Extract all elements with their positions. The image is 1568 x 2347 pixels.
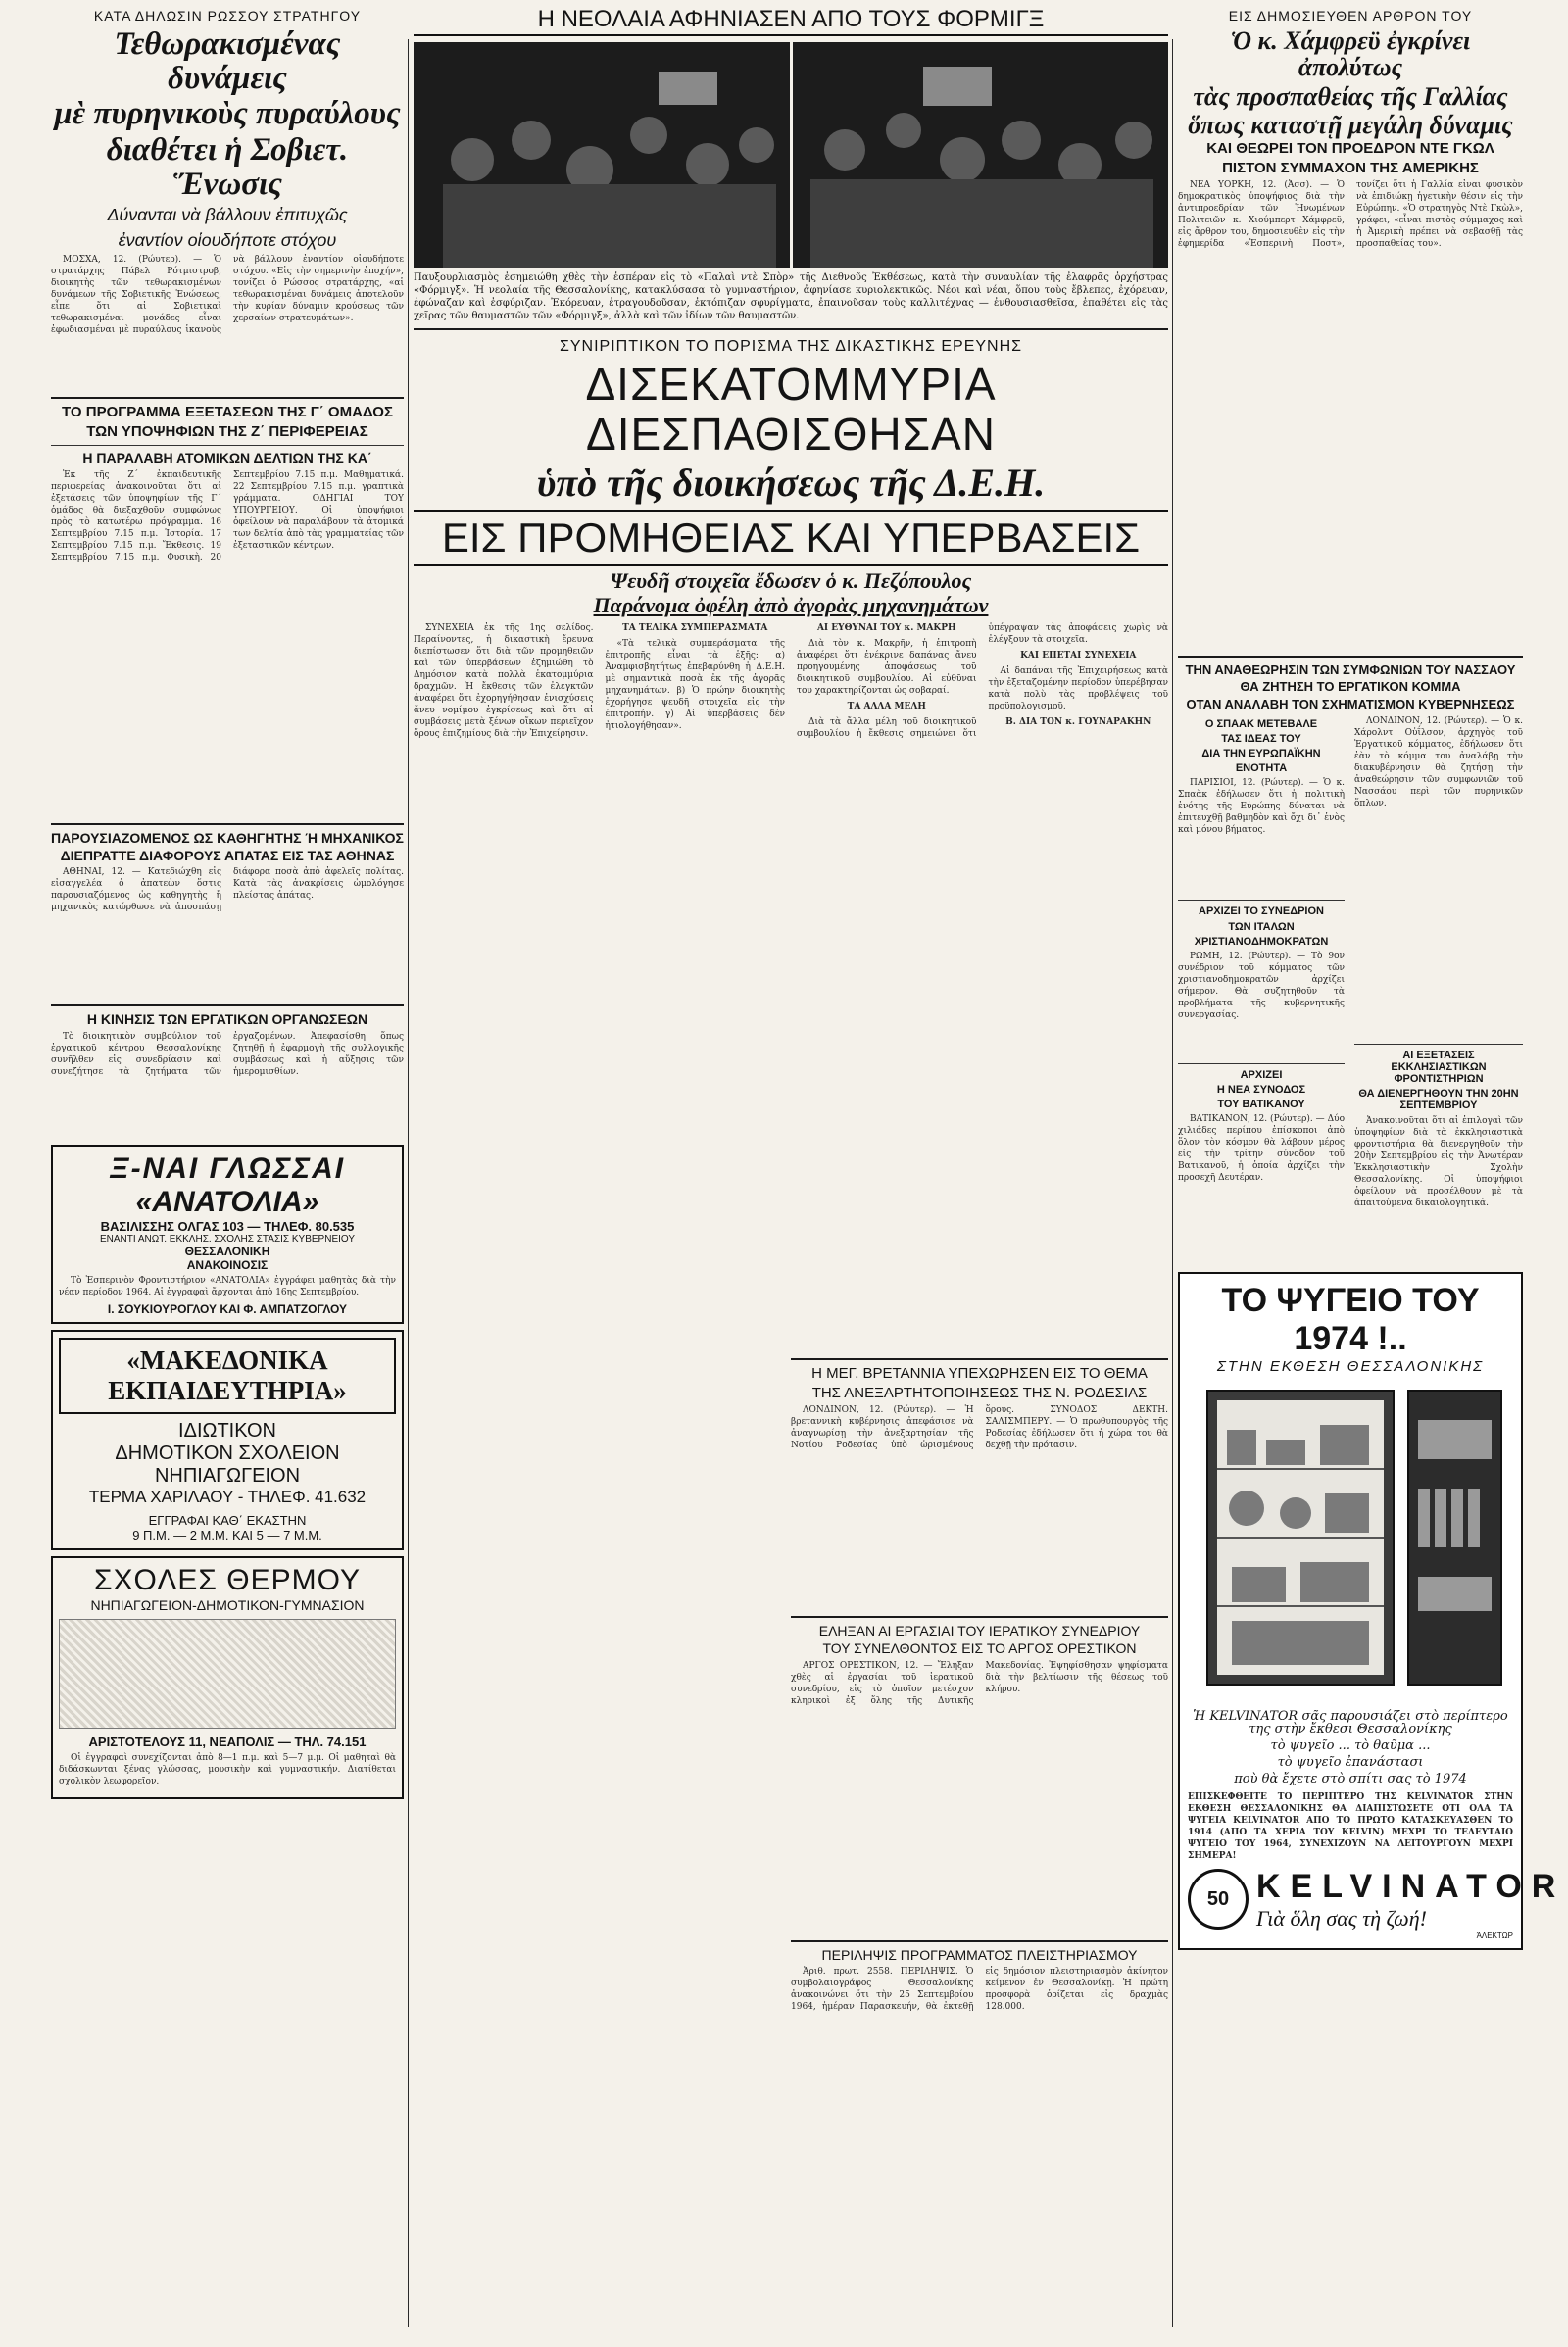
subhead-soviet-l1: Δύνανται νὰ βάλλουν ἐπιτυχῶς <box>107 205 348 225</box>
headline-synod-l1: ΕΛΗΞΑΝ ΑΙ ΕΡΓΑΣΙΑΙ ΤΟΥ ΙΕΡΑΤΙΚΟΥ ΣΥΝΕΔΡΙΟΥ <box>818 1623 1141 1638</box>
ad-makedonika-l1: ΙΔΙΩΤΙΚΟΝ <box>178 1419 276 1442</box>
headline-humphrey-l2: τὰς προσπαθείας τῆς Γαλλίας <box>1193 81 1508 111</box>
ad-thermou-title: ΣΧΟΛΕΣ ΘΕΡΜΟΥ <box>94 1563 361 1596</box>
headline-cards: Η ΠΑΡΑΛΑΒΗ ΑΤΟΜΙΚΩΝ ΔΕΛΤΙΩΝ ΤΗΣ ΚΑ΄ <box>82 450 372 466</box>
headline-spaak-l3: ΔΙΑ ΤΗΝ ΕΥΡΩΠΑΪΚΗΝ <box>1201 748 1321 760</box>
ad-makedonika-title: «ΜΑΚΕΔΟΝΙΚΑ ΕΚΠΑΙΔΕΥΤΗΡΙΑ» <box>59 1338 396 1414</box>
ad-kelvinator-sub: ΣΤΗΝ ΕΚΘΕΣΗ ΘΕΣΣΑΛΟΝΙΚΗΣ <box>1216 1357 1485 1375</box>
article-fraud: ΑΘΗΝΑΙ, 12. — Κατεδιώχθη εἰς εἰσαγγελέα ὁ ἀπατεὼν ὅστις παρουσιαζόμενος ὡς καθηγητὴς ἢ μηχανικὸς κατώρθωσε νὰ ἀποσπάσῃ διάφορα ποσὰ ἀπὸ ἀφελεῖς πολίτας. Κατὰ τὰς ἀνακρίσεις ὡμολόγησε πλείστας ἀπάτας. <box>51 867 404 913</box>
kicker-soviet: ΚΑΤΑ ΔΗΛΩΣΙΝ ΡΩΣΣΟΥ ΣΤΡΑΤΗΓΟΥ <box>93 8 362 24</box>
headline-rhodesia-l2: ΤΗΣ ΑΝΕΞΑΡΤΗΤΟΠΟΙΗΣΕΩΣ ΤΗΣ Ν. ΡΟΔΕΣΙΑΣ <box>811 1384 1148 1401</box>
ad-anatolia-owners: Ι. ΣΟΥΚΙΟΥΡΟΓΛΟΥ ΚΑΙ Φ. ΑΜΠΑΤΖΟΓΛΟΥ <box>107 1301 348 1316</box>
headline-fraud-l2: ΔΙΕΠΡΑΤΤΕ ΔΙΑΦΟΡΟΥΣ ΑΠΑΤΑΣ ΕΙΣ ΤΑΣ ΑΘΗΝΑΣ <box>60 847 395 863</box>
article-rhodesia: ΛΟΝΔΙΝΟΝ, 12. (Ρώυτερ). — Ἡ βρεταννικὴ κυβέρνησις ἀπεφάσισε νὰ ἀναγνωρίσῃ τὴν ἀνεξαρτησίαν τῆς Νοτίου Ροδεσίας ὑπὸ ὡρισμένους ὅρους. ΣΥΝΟΔΟΣ ΔΕΚΤΗ. ΣΑΛΙΣΜΠΕΡΥ. — Ὁ πρωθυπουργὸς τῆς Ροδεσίας ἐδήλωσεν ὅτι ἡ χώρα του θὰ δεχθῇ τὴν πρότασιν. <box>791 1405 1168 1450</box>
subhead-humphrey-l1: ΚΑΙ ΘΕΩΡΕΙ ΤΟΝ ΠΡΟΕΔΡΟΝ ΝΤΕ ΓΚΩΛ <box>1206 140 1494 158</box>
headline-exams-l2: ΤΩΝ ΥΠΟΨΗΦΙΩΝ ΤΗΣ Ζ΄ ΠΕΡΙΦΕΡΕΙΑΣ <box>86 422 368 440</box>
headline-spaak-l4: ΕΝΟΤΗΤΑ <box>1235 762 1288 775</box>
subhead-illegal-gains: Παράνομα ὀφέλη ἀπὸ ἀγορὰς μηχανημάτων <box>593 592 989 617</box>
headline-humphrey-l1: Ὁ κ. Χάμφρεϋ ἐγκρίνει ἀπολύτως <box>1230 26 1471 82</box>
headline-soviet-l1: Τεθωρακισμένας δυνάμεις <box>114 26 341 96</box>
subhead-humphrey-l2: ΠΙΣΤΟΝ ΣΥΜΜΑΧΟΝ ΤΗΣ ΑΜΕΡΙΚΗΣ <box>1222 159 1479 176</box>
article-auction: Ἀριθ. πρωτ. 2558. ΠΕΡΙΛΗΨΙΣ. Ὁ συμβολαιογράφος Θεσσαλονίκης ἀνακοινώνει ὅτι τὴν 25 Σεπτεμβρίου 1964, ἡμέραν Παρασκευήν, θὰ ἐκτεθῇ εἰς δημόσιον πλειστηριασμὸν ἀκίνητον κείμενον ἐν Θεσσαλονίκῃ. Ἡ πρώτη προσφορὰ ὁρίζεται εἰς δραχμὰς 128.000. <box>791 1967 1168 2013</box>
headline-vatican-l3: ΤΟΥ ΒΑΤΙΚΑΝΟΥ <box>1217 1098 1305 1110</box>
headline-supplies: ΕΙΣ ΠΡΟΜΗΘΕΙΑΣ ΚΑΙ ΥΠΕΡΒΑΣΕΙΣ <box>414 510 1168 566</box>
headline-spaak-l1: Ο ΣΠΑΑΚ ΜΕΤΕΒΑΛΕ <box>1204 718 1318 731</box>
article-spaak: ΠΑΡΙΣΙΟΙ, 12. (Ρώυτερ). — Ὁ κ. Σπαὰκ ἐδήλωσεν ὅτι ἡ πολιτικὴ ἑνότης τῆς Εὐρώπης δύναται νὰ ἐπιτευχθῇ βαθμηδὸν καὶ ὄχι δι᾿ ἑνὸς καὶ μόνου βήματος. <box>1178 778 1345 836</box>
ad-makedonika-l5: ΕΓΓΡΑΦΑΙ ΚΑΘ΄ ΕΚΑΣΤΗΝ <box>148 1512 307 1528</box>
ad-anatolia-address2: ΕΝΑΝΤΙ ΑΝΩΤ. ΕΚΚΛΗΣ. ΣΧΟΛΗΣ ΣΤΑΣΙΣ ΚΥΒΕΡΝΕΙΟΥ <box>99 1233 356 1245</box>
ad-kelvinator-slogan: Γιὰ ὅλη σας τὴ ζωή! <box>1256 1905 1427 1931</box>
ad-thermou-text: Οἱ ἐγγραφαὶ συνεχίζονται ἀπὸ 8—1 π.μ. καὶ 5—7 μ.μ. Οἱ μαθηταὶ θὰ διδάσκωνται ξένας γλώσσας, μουσικὴν καὶ γυμναστικήν. Διατίθεται σχολικὸν λεωφορεῖον. <box>59 1752 396 1786</box>
ad-anatolia-address: ΒΑΣΙΛΙΣΣΗΣ ΟΛΓΑΣ 103 — ΤΗΛΕΦ. 80.535 <box>100 1218 355 1234</box>
ad-kelvinator-text4: ποὺ θὰ ἔχετε στὸ σπίτι σας τὸ 1974 <box>1234 1771 1467 1786</box>
headline-vatican-l2: Η ΝΕΑ ΣΥΝΟΔΟΣ <box>1216 1083 1306 1096</box>
headline-seminaries-l1: ΑΙ ΕΞΕΤΑΣΕΙΣ ΕΚΚΛΗΣΙΑΣΤΙΚΩΝ ΦΡΟΝΤΙΣΤΗΡΙΩΝ <box>1391 1050 1487 1086</box>
ad-kelvinator-brand-block <box>1256 1868 1565 1931</box>
headline-soviet-l2: μὲ πυρηνικοὺς πυραύλους <box>54 96 401 132</box>
ad-kelvinator-visit: ΕΠΙΣΚΕΦΘΕΙΤΕ ΤΟ ΠΕΡΙΠΤΕΡΟ ΤΗΣ KELVINATOR ΣΤΗΝ ΕΚΘΕΣΗ ΘΕΣΣΑΛΟΝΙΚΗΣ ΘΑ ΔΙΑΠΙΣΤΩΣΕΤΕ ΟΤΙ ΟΛΑ ΤΑ ΨΥΓΕΙΑ KELVINATOR ΑΠΟ ΤΟ ΠΡΩΤΟ ΚΑΤΑΣΚΕΥΑΣΘΕΝ ΤΟ 1914 (ΑΠΟ ΤΑ ΧΕΡΙΑ ΤΟΥ KELVIN) ΜΕΧΡΙ ΤΟ ΤΕΛΕΥΤΑΙΟ ΨΥΓΕΙΟ ΤΟΥ 1964, ΣΥΝΕΧΙΖΟΥΝ ΝΑ ΛΕΙΤΟΥΡΓΟΥΝ ΜΕΧΡΙ ΣΗΜΕΡΑ! <box>1188 1791 1513 1861</box>
divider <box>51 823 404 825</box>
headline-vatican-l1: ΑΡΧΙΖΕΙ <box>1240 1068 1283 1081</box>
article-soviet: ΜΟΣΧΑ, 12. (Ρώυτερ). — Ὁ στρατάρχης Πάβελ Ρότμιστροβ, διοικητὴς τῶν τεθωρακισμένων δυνάμεων τῆς Σοβιετικῆς Ἑνώσεως, εἶπε ὅτι αἱ Σοβιετικαὶ τεθωρακισμέναι μονάδες εἶναι ἐφωδιασμέναι μὲ πυραύλους ἱκανοὺς νὰ βάλλουν ἐναντίον οἱουδήποτε στόχου. «Εἰς τὴν σημερινὴν ἐποχήν», τονίζει ὁ Ρώσσος στρατάρχης, «αἱ τεθωρακισμέναι δυνάμεις ἀποτελοῦν τὴν κυρίαν δύναμιν κρούσεως τῶν χερσαίων στρατευμάτων». <box>51 255 404 336</box>
article-nassau: ΛΟΝΔΙΝΟΝ, 12. (Ρώυτερ). — Ὁ κ. Χάρολντ Οὐΐλσον, ἀρχηγὸς τοῦ Ἐργατικοῦ κόμματος, ἐδήλωσεν ὅτι ἐὰν τὸ κόμμα του ἀναλάβῃ τὴν διακυβέρνησιν θὰ ζητήσῃ τὴν ἀναθεώρησιν τῶν συμφωνιῶν τοῦ Νασσάου περὶ τῶν πυρηνικῶν ὅπλων. <box>1354 716 1523 809</box>
divider <box>1178 900 1345 901</box>
column-rule-right <box>1172 39 1173 2327</box>
headline-exams-l1: ΤΟ ΠΡΟΓΡΑΜΜΑ ΕΞΕΤΑΣΕΩΝ ΤΗΣ Γ΄ ΟΜΑΔΟΣ <box>62 404 393 421</box>
article-vatican: ΒΑΤΙΚΑΝΟΝ, 12. (Ρώυτερ). — Δύο χιλιάδες περίπου ἐπίσκοποι ἀπὸ ὅλον τὸν κόσμον θὰ λάβουν μέρος εἰς τὴν τρίτην σύνοδον τοῦ Βατικανοῦ, ἡ ὁποία ἀρχίζει τὴν προσεχῆ Δευτέραν. <box>1178 1114 1345 1184</box>
ad-kelvinator-title: ΤΟ ΨΥΓΕΙΟ ΤΟΥ 1974 !.. <box>1221 1281 1480 1357</box>
ad-kelvinator <box>1178 1272 1566 1950</box>
divider <box>791 1616 1168 1618</box>
ad-anatolia-name: «ΑΝΑΤΟΛΙΑ» <box>135 1185 319 1218</box>
headline-rhodesia-l1: Η ΜΕΓ. ΒΡΕΤΑΝΝΙΑ ΥΠΕΧΩΡΗΣΕΝ ΕΙΣ ΤΟ ΘΕΜΑ <box>811 1365 1148 1382</box>
kicker-dei: ΣΥΝΙΡΙΠΤΙΚΟΝ ΤΟ ΠΟΡΙΣΜΑ ΤΗΣ ΔΙΚΑΣΤΙΚΗΣ ΕΡΕΥΝΗΣ <box>559 338 1023 356</box>
headline-spaak-l2: ΤΑΣ ΙΔΕΑΣ ΤΟΥ <box>1221 733 1301 746</box>
ad-thermou-sub: ΝΗΠΙΑΓΩΓΕΙΟΝ-ΔΗΜΟΤΙΚΟΝ-ΓΥΜΝΑΣΙΟΝ <box>90 1596 365 1613</box>
article-synod: ΑΡΓΟΣ ΟΡΕΣΤΙΚΟΝ, 12. — Ἔληξαν χθὲς αἱ ἐργασίαι τοῦ ἱερατικοῦ συνεδρίου, εἰς τὸ ὁποῖον μετέσχον κληρικοὶ ἐξ ὅλης τῆς Δυτικῆς Μακεδονίας. Ἐψηφίσθησαν ψηφίσματα διὰ τὴν βελτίωσιν τῆς θέσεως τοῦ κλήρου. <box>791 1660 1168 1706</box>
headline-auction: ΠΕΡΙΛΗΨΙΣ ΠΡΟΓΡΑΜΜΑΤΟΣ ΠΛΕΙΣΤΗΡΙΑΣΜΟΥ <box>821 1946 1138 1963</box>
concert-crowd-image <box>414 42 1168 268</box>
ad-makedonika-l6: 9 Π.Μ. — 2 Μ.Μ. ΚΑΙ 5 — 7 Μ.Μ. <box>132 1527 322 1542</box>
headline-nassau-l1: ΤΗΝ ΑΝΑΘΕΩΡΗΣΙΝ ΤΩΝ ΣΥΜΦΩΝΙΩΝ ΤΟΥ ΝΑΣΣΑΟΥ <box>1185 662 1516 678</box>
article-seminaries: Ἀνακοινοῦται ὅτι αἱ ἐπιλογαὶ τῶν ὑποψηφίων διὰ τὰ ἐκκλησιαστικὰ φροντιστήρια θὰ διενεργηθοῦν τὴν 20ὴν Σεπτεμβρίου εἰς τὴν Ἀνωτέραν Ἐκκλησιαστικὴν Σχολὴν Θεσσαλονίκης. Οἱ ὑποψήφιοι ὀφείλουν νὰ προσέλθουν μὲ τὰ ἀπαιτούμενα δικαιολογητικά. <box>1354 1115 1523 1208</box>
headline-synod-l2: ΤΟΥ ΣΥΝΕΛΘΟΝΤΟΣ ΕΙΣ ΤΟ ΑΡΓΟΣ ΟΡΕΣΤΙΚΟΝ <box>822 1640 1137 1657</box>
right-subcolumns <box>1178 715 1523 1261</box>
ad-thermou-address: ΑΡΙΣΤΟΤΕΛΟΥΣ 11, ΝΕΑΠΟΛΙΣ — ΤΗΛ. 74.151 <box>88 1734 367 1749</box>
article-italy: ΡΩΜΗ, 12. (Ρώυτερ). — Τὸ 9ον συνέδριον τοῦ κόμματος τῶν χριστιανοδημοκρατῶν ἀρχίζει σήμερον. Θὰ συζητηθοῦν τὰ προβλήματα τῆς κυβερνητικῆς συνεργασίας. <box>1178 951 1345 1020</box>
right-column <box>1178 0 1566 1950</box>
article-dei: ΣΥΝΕΧΕΙΑ ἐκ τῆς 1ης σελίδος. Περαίνοντες, ἡ δικαστικὴ ἔρευνα διεπίστωσεν ὅτι διὰ τῶν προμηθειῶν καὶ τῶν ὑπερβάσεων ἐζημιώθη τὸ Δημόσιον κατὰ πολλὰ ἑκατομμύρια δραχμῶν. Ἡ ἔκθεσις τῶν ἐλεγκτῶν ἀναφέρει ὅτι ἐχορηγήθησαν ἐνισχύσεις ἄνευ νομίμου ἐγκρίσεως καὶ ὅτι αἱ συμβάσεις μετὰ ξένων οἴκων περιεῖχον ὅρους ἐπιζημίους διὰ τὴν Ἐπιχείρησιν. ΤΑ ΤΕΛΙΚΑ ΣΥΜΠΕΡΑΣΜΑΤΑ «Τὰ τελικὰ συμπεράσματα τῆς ἐπιτροπῆς εἶναι τὰ ἑξῆς: α) Ἀναμφισβητήτως ἐπεβαρύνθη ἡ Δ.Ε.Η. μὲ σημαντικὰ ποσὰ ἐκ τῆς ἀγορᾶς μηχανημάτων. β) Ὁ πρώην διοικητὴς ἐχορήγησε ψευδῆ στοιχεῖα εἰς τὴν ἐπιτροπήν. γ) Αἱ ὑπερβάσεις δὲν ἠτιολογήθησαν». ΑΙ ΕΥΘΥΝΑΙ ΤΟΥ κ. ΜΑΚΡΗ Διὰ τὸν κ. Μακρῆν, ἡ ἐπιτροπὴ ἀναφέρει ὅτι ἐνέκρινε δαπάνας ἄνευ προηγουμένης ἀποφάσεως τοῦ διοικητικοῦ συμβουλίου. Αἱ εὐθῦναι του χαρακτηρίζονται ὡς σοβαραί. ΤΑ ΑΛΛΑ ΜΕΛΗ Διὰ τὰ ἄλλα μέλη τοῦ διοικητικοῦ συμβουλίου ἡ ἔκθεσις σημειώνει ὅτι ὑπέγραψαν τὰς ἀποφάσεις χωρὶς νὰ ἐλέγξουν τὰ στοιχεῖα. ΚΑΙ ΕΠΕΤΑΙ ΣΥΝΕΧΕΙΑ Αἱ δαπάναι τῆς Ἐπιχειρήσεως κατὰ τὴν ἐξεταζομένην περίοδον ὑπερέβησαν κατὰ πολὺ τὰς προβλέψεις τοῦ προϋπολογισμοῦ. Β. ΔΙΑ ΤΟΝ κ. ΓΟΥΝΑΡΑΚΗΝ <box>414 622 1168 739</box>
headline-dei-sub: ὑπὸ τῆς διοικήσεως τῆς Δ.Ε.Η. <box>536 460 1046 505</box>
ad-thermou-illustration <box>59 1619 396 1729</box>
kelvinator-logo-badge: 50 <box>1188 1869 1249 1930</box>
article-humphrey: ΝΕΑ ΥΟΡΚΗ, 12. (Ἀσσ). — Ὁ δημοκρατικὸς ὑποψήφιος διὰ τὴν ἀντιπροεδρίαν τῶν Ἡνωμένων Πολιτειῶν κ. Χιούμπερτ Χάμφρεϋ, εἰς ἄρθρον του, δημοσιευθὲν εἰς τὴν ἐφημερίδα «Ἑσπερινὴ Ποστ», τονίζει ὅτι ἡ Γαλλία εἶναι φυσικὸν νὰ ἐπιδιώκῃ ἡγετικὴν θέσιν εἰς τὴν Εὐρώπην. «Ὁ στρατηγὸς Ντὲ Γκὼλ», γράφει, «εἶναι πιστὸς σύμμαχος καὶ ἡ Ἀμερικὴ πρέπει νὰ σεβασθῇ τὰς προσπαθείας του». <box>1178 180 1523 250</box>
ad-anatolia-city: ΘΕΣΣΑΛΟΝΙΚΗ <box>184 1244 270 1258</box>
article-labor: Τὸ διοικητικὸν συμβούλιον τοῦ ἐργατικοῦ κέντρου Θεσσαλονίκης συνῆλθεν εἰς συνεδρίασιν καὶ συνεζήτησε τὰ ζητήματα τῶν ἐργαζομένων. Ἀπεφασίσθη ὅπως ζητηθῇ ἡ ἐφαρμογὴ τῆς συλλογικῆς συμβάσεως καὶ ἡ αὔξησις τῶν ἡμερομισθίων. <box>51 1031 404 1077</box>
subhead-soviet-l2: ἐναντίον οἱουδήποτε στόχου <box>118 229 337 250</box>
divider <box>791 1358 1168 1360</box>
headline-nassau-l2: ΘΑ ΖΗΤΗΣΗ ΤΟ ΕΡΓΑΤΙΚΟΝ ΚΟΜΜΑ <box>1240 679 1461 695</box>
ad-makedonika-l2: ΔΗΜΟΤΙΚΟΝ ΣΧΟΛΕΙΟΝ <box>115 1442 340 1464</box>
mid-lower-right <box>791 1352 1168 2181</box>
ad-makedonika <box>51 1330 404 1550</box>
headline-nassau-l3: ΟΤΑΝ ΑΝΑΛΑΒΗ ΤΟΝ ΣΧΗΜΑΤΙΣΜΟΝ ΚΥΒΕΡΝΗΣΕΩΣ <box>1186 696 1515 711</box>
ad-anatolia <box>51 1145 404 1324</box>
refrigerator-illustration <box>1188 1381 1513 1704</box>
ad-kelvinator-brand-row <box>1188 1867 1566 1931</box>
headline-fraud-l1: ΠΑΡΟΥΣΙΑΖΟΜΕΝΟΣ ΩΣ ΚΑΘΗΓΗΤΗΣ Ή ΜΗΧΑΝΙΚΟΣ <box>51 829 404 846</box>
ad-kelvinator-brand: KELVINATOR <box>1256 1867 1566 1905</box>
article-exams: Ἐκ τῆς Ζ΄ ἐκπαιδευτικῆς περιφερείας ἀνακοινοῦται ὅτι αἱ ἐξετάσεις τῶν ὑποψηφίων τῆς Γ΄ ὁμάδος θὰ διεξαχθοῦν συμφώνως πρὸς τὸ κατωτέρω πρόγραμμα. 16 Σεπτεμβρίου 7.15 π.μ. Ἱστορία. 17 Σεπτεμβρίου 7.15 π.μ. Ἔκθεσις. 19 Σεπτεμβρίου 7.15 π.μ. Φυσικὴ. 20 Σεπτεμβρίου 7.15 π.μ. Μαθηματικά. 22 Σεπτεμβρίου 7.15 π.μ. γραπτικὰ γράμματα. ΟΔΗΓΙΑΙ ΤΟΥ ΥΠΟΥΡΓΕΙΟΥ. Οἱ ὑποψήφιοι ὀφείλουν νὰ παραλάβουν τὰ ἀτομικά των δελτία ἀπὸ τὰς γραμματείας τῶν ἐξεταστικῶν κέντρων. <box>51 469 404 562</box>
ad-makedonika-l4: ΤΕΡΜΑ ΧΑΡΙΛΑΟΥ - ΤΗΛΕΦ. 41.632 <box>88 1487 367 1506</box>
photo-concert <box>414 42 1168 268</box>
middle-column <box>414 0 1168 2013</box>
headline-italy-l1: ΑΡΧΙΖΕΙ ΤΟ ΣΥΝΕΔΡΙΟΝ <box>1199 905 1324 918</box>
ad-makedonika-l3: ΝΗΠΙΑΓΩΓΕΙΟΝ <box>154 1464 301 1487</box>
divider <box>791 1940 1168 1942</box>
divider <box>51 397 404 399</box>
ad-kelvinator-text1: Ἡ KELVINATOR σᾶς παρουσιάζει στὸ περίπτερο της στὴν ἔκθεσι Θεσσαλονίκης <box>1193 1708 1508 1736</box>
caption-concert: Παυξουρλιασμὸς ἐσημειώθη χθὲς τὴν ἑσπέραν εἰς τὸ «Παλαὶ ντὲ Σπὸρ» τῆς Διεθνοῦς Ἐκθέσεως, κατὰ τὴν συναυλίαν τῆς ἐλαφρᾶς ὀρχήστρας «Φόρμιγξ». Ἡ νεολαία τῆς Θεσσαλονίκης, κατακλύσασα τὸ γυμναστήριον, ἀφηνίασε κυριολεκτικῶς. Νέοι καὶ νέαι, ὅπου τοὺς ἔβλεπες, ἐχόρευαν, ἐφώναζαν καὶ ἐσφύριζαν. Ἐκόρευαν, ἐτραγουδοῦσαν, ἐκτόπιζαν σφυρίγματα, ἐπαινοῦσαν τοὺς καλλιτέχνας — ἐνθουσιασθεῖσα, ἐπαθέτει εἰς τὰς χεῖρας τῶν θαυμαστῶν τῶν «Φόρμιγξ», ἀλλὰ καὶ τῶν ἰδίων τῶν θαυμαστῶν. <box>414 272 1168 322</box>
divider <box>1354 1044 1523 1045</box>
divider <box>51 445 404 446</box>
divider <box>414 328 1168 330</box>
ad-anatolia-notice: ΑΝΑΚΟΙΝΟΣΙΣ <box>186 1257 269 1272</box>
subhead-false-data: Ψευδῆ στοιχεῖα ἔδωσεν ὁ κ. Πεζόπουλος <box>610 567 972 593</box>
left-column <box>51 0 404 1805</box>
ad-kelvinator-text3: τὸ ψυγεῖο ἐπανάστασι <box>1277 1754 1424 1770</box>
kicker-humphrey: ΕΙΣ ΔΗΜΟΣΙΕΥΘΕΝ ΑΡΘΡΟΝ ΤΟΥ <box>1228 8 1473 24</box>
headline-dei: ΔΙΣΕΚΑΤΟΜΜΥΡΙΑ ΔΙΕΣΠΑΘΙΣΘΗΣΑΝ <box>585 359 997 460</box>
headline-italy-l3: ΧΡΙΣΤΙΑΝΟΔΗΜΟΚΡΑΤΩΝ <box>1194 935 1329 948</box>
headline-seminaries-l2: ΘΑ ΔΙΕΝΕΡΓΗΘΟΥΝ ΤΗΝ 20ΗΝ ΣΕΠΤΕΜΒΡΙΟΥ <box>1358 1088 1519 1112</box>
right-subcol-a <box>1178 715 1345 1261</box>
divider <box>1178 656 1523 658</box>
headline-youth: Η ΝΕΟΛΑΙΑ ΑΦΗΝΙΑΣΕΝ ΑΠΟ ΤΟΥΣ ΦΟΡΜΙΓΞ <box>414 3 1168 36</box>
headline-humphrey-l3: ὅπως καταστῇ μεγάλη δύναμις <box>1188 110 1513 139</box>
ad-kelvinator-text2: τὸ ψυγεῖο ... τὸ θαῦμα ... <box>1270 1737 1431 1753</box>
divider <box>51 1004 404 1006</box>
column-rule-left <box>408 39 409 2327</box>
ad-anatolia-text: Τὸ Ἑσπερινὸν Φροντιστήριον «ΑΝΑΤΟΛΙΑ» ἐγγράφει μαθητὰς διὰ τὴν νέαν περίοδον 1964. Αἱ ἐγγραφαὶ ἄρχονται ἀπὸ 16ης Σεπτεμβρίου. <box>59 1275 396 1297</box>
ad-agency: ΆΛΕΚΤΩΡ <box>1476 1931 1513 1940</box>
divider <box>1178 1063 1345 1064</box>
right-subcol-b <box>1354 715 1523 1261</box>
ad-thermou <box>51 1556 404 1799</box>
headline-soviet-l3: διαθέτει ἡ Σοβιετ. Ἕνωσις <box>106 131 349 202</box>
headline-labor: Η ΚΙΝΗΣΙΣ ΤΩΝ ΕΡΓΑΤΙΚΩΝ ΟΡΓΑΝΩΣΕΩΝ <box>86 1011 368 1028</box>
ad-anatolia-title: Ξ-ΝΑΙ ΓΛΩΣΣΑΙ <box>109 1151 346 1185</box>
headline-italy-l2: ΤΩΝ ΙΤΑΛΩΝ <box>1228 920 1295 933</box>
